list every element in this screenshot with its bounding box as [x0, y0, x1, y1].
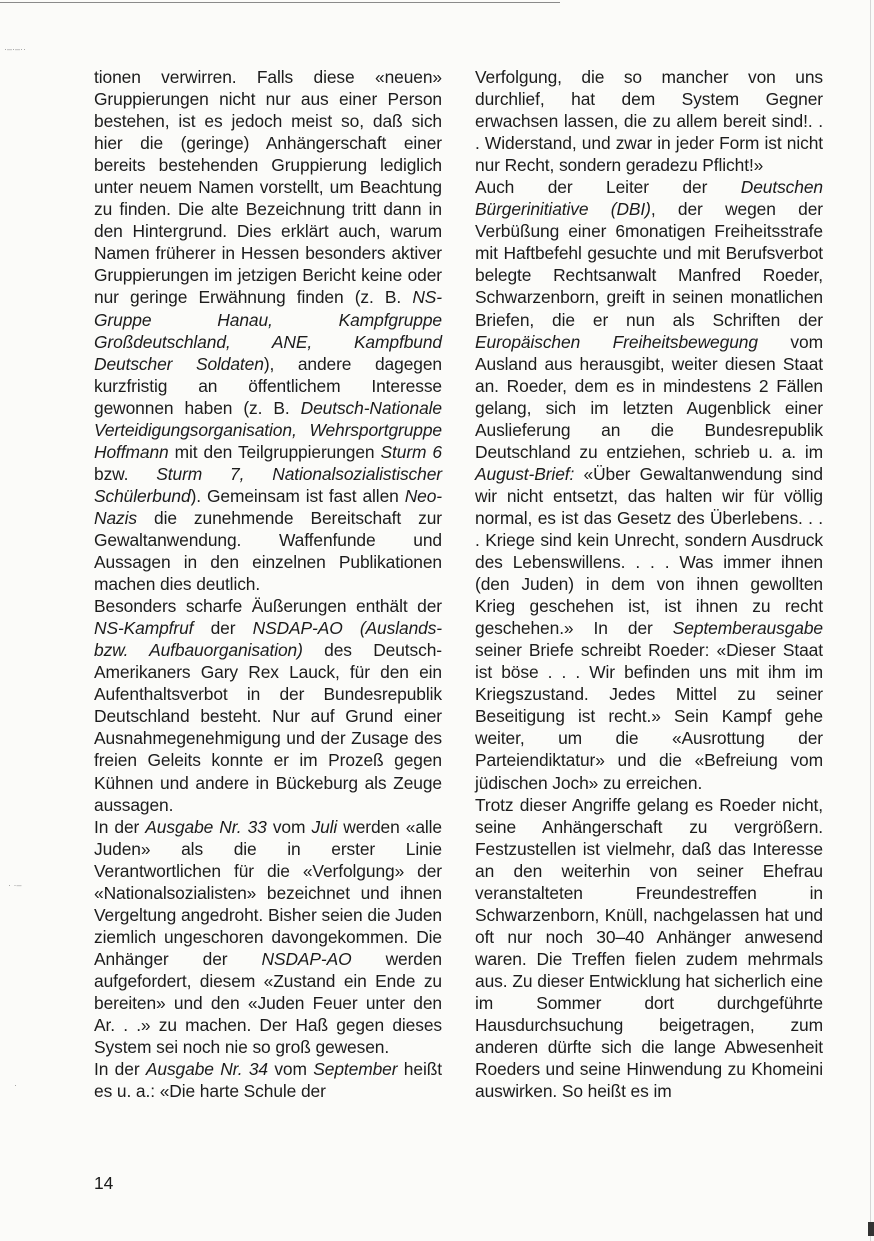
emphasis-text: September — [313, 1059, 398, 1080]
emphasis-text: Neo-Nazis — [94, 485, 442, 528]
emphasis-text: Juli — [311, 816, 338, 837]
body-text: vom Ausland aus herausgibt, weiter diesen Staat an. Roeder, dem es in mindestens 2 Fällen gelang, sich im letzten Augenblick einer Auslieferung an die Bundesrepublik Deutschland zu entziehen, schrieb u. a. im — [475, 331, 823, 462]
body-text: mit den Teilgruppierungen — [168, 441, 381, 462]
body-text: werden aufgefordert, diesem «Zustand ein Ende zu bereiten» und den «Juden Feuer unter den Ar. . .» zu machen. Der Haß gegen dieses System sei noch nie so groß gewesen. — [94, 948, 443, 1058]
paragraph — [475, 66, 823, 176]
body-text: «Über Gewaltanwendung sind wir nicht entsetzt, das halten wir für völlig normal, es ist das Gesetz des Überlebens. . . . Kriege sind kein Unrecht, sondern Ausdruck des Lebenswillens. . . . Was immer ihnen (den Juden) in dem von ihnen gewollten Krieg geschehen ist, ist ihnen zu recht geschehen.» In der — [475, 463, 823, 639]
emphasis-text: August-Brief: — [475, 463, 575, 484]
body-text: In der — [94, 1059, 146, 1080]
emphasis-text: Ausgabe Nr. 33 — [145, 816, 267, 837]
scan-speck: · — [14, 1080, 17, 1090]
right-column — [475, 66, 823, 1102]
emphasis-text: Europäischen Freiheitsbewegung — [475, 331, 758, 352]
body-text: ), andere dagegen kurzfristig an öffentlichem Interesse gewonnen haben (z. B. — [94, 353, 442, 418]
body-text: seiner Briefe schreibt Roeder: «Dieser Staat ist böse . . . Wir befinden uns mit ihm im Kriegszustand. Jedes Mittel zu seiner Beseitigung ist recht.» Sein Kampf gehe weiter, um die «Ausrottung der Parteiendiktatur» und die «Befreiung vom jüdischen Joch» zu erreichen. — [475, 640, 823, 793]
emphasis-text: Ausgabe Nr. 34 — [145, 1059, 268, 1080]
body-text: ). Gemeinsam ist fast allen — [190, 485, 405, 506]
scan-marker — [868, 1222, 874, 1236]
emphasis-text: NS-Gruppe Hanau, Kampfgruppe Großdeutschland, ANE, Kampfbund Deutscher Soldaten — [94, 287, 442, 374]
body-text: bzw. — [94, 463, 157, 484]
emphasis-text: Sturm 6 — [380, 441, 442, 462]
scan-speck: ·–·–·· — [4, 44, 26, 54]
emphasis-text: NSDAP-AO (Auslands- bzw. Aufbauorganisation) — [94, 618, 442, 661]
body-text: Auch der Leiter der — [475, 177, 741, 198]
paragraph — [94, 66, 442, 595]
body-text: Besonders scharfe Äußerungen enthält der — [94, 596, 442, 617]
body-text: der — [193, 618, 253, 639]
emphasis-text: Deutsch-Nationale Verteidigungsorganisation, Wehrsportgruppe Hoffmann — [94, 397, 442, 462]
body-text: In der — [94, 816, 146, 837]
emphasis-text: NSDAP-AO — [261, 948, 352, 969]
page-edge — [870, 0, 871, 1241]
body-text: werden «alle Juden» als die in erster Linie Verantwortlichen für die «Verfolgung» der «Nationalsozialisten» bezeichnet und ihnen Vergeltung angedroht. Bisher seien die Juden ziemlich ungeschoren davongekommen. Die Anhänger der — [94, 816, 442, 969]
emphasis-text: Sturm 7, Nationalsozialistischer Schülerbund — [94, 463, 442, 506]
body-text: heißt es u. a.: «Die harte Schule der — [94, 1059, 442, 1102]
body-text: Trotz dieser Angriffe gelang es Roeder nicht, seine Anhängerschaft zu vergrößern. Festzustellen ist vielmehr, daß das Interesse an den weiterhin von seiner Ehefrau veranstalteten Freundestreffen in Schwarzenborn, Knüll, nachgelassen hat und oft nur noch 30–40 Anhänger anwesend waren. Die Treffen fielen zudem mehrmals aus. Zu dieser Entwicklung hat sicherlich eine im Sommer dort durchgeführte Hausdurchsuchung beigetragen, zum anderen dürfte sich die lange Abwesenheit Roeders und seine Hinwendung zu Khomeini auswirken. So heißt es im — [475, 794, 823, 1102]
top-rule — [0, 2, 560, 3]
body-text: , der wegen der Verbüßung einer 6monatigen Freiheitsstrafe mit Haftbefehl gesuchte und mit Berufsverbot belegte Rechtsanwalt Manfred Roeder, Schwarzenborn, greift in seinen monatlichen Briefen, die er nun als Schriften der — [475, 199, 824, 330]
paragraph — [94, 595, 442, 815]
body-text: tionen verwirren. Falls diese «neuen» Gruppierungen nicht nur aus einer Person bestehen, ist es jedoch meist so, daß sich hier die (geringe) Anhängerschaft einer bereits bestehenden Gruppierung lediglich unter neuem Namen vorstellt, um Beachtung zu finden. Die alte Bezeichnung tritt dann in den Hintergrund. Dies erklärt auch, warum Namen früherer in Hessen besonders aktiver Gruppierungen im jetzigen Bericht keine oder nur geringe Erwähnung finden (z. B. — [94, 67, 442, 308]
page-number: 14 — [94, 1173, 114, 1193]
paragraph — [94, 816, 442, 1059]
scan-speck: · ·– — [8, 880, 22, 890]
paragraph — [475, 794, 823, 1103]
body-text: die zunehmende Bereitschaft zur Gewaltanwendung. Waffenfunde und Aussagen in den einzelnen Publikationen machen dies deutlich. — [94, 507, 442, 595]
body-text: Verfolgung, die so mancher von uns durchlief, hat dem System Gegner erwachsen lassen, die zu allem bereit sind!. . . Widerstand, und zwar in jeder Form ist nicht nur Recht, sondern geradezu Pflicht!» — [475, 67, 823, 176]
paragraph — [94, 1058, 442, 1102]
body-text: des Deutsch-Amerikaners Gary Rex Lauck, für den ein Aufenthaltsverbot in der Bundesrepublik Deutschland besteht. Nur auf Grund einer Ausnahmegenehmigung und der Zusage des freien Geleits konnte er im Prozeß gegen Kühnen und andere in Bückeburg als Zeuge aussagen. — [94, 640, 442, 815]
body-text: vom — [266, 816, 312, 837]
emphasis-text: NS-Kampfruf — [94, 618, 194, 639]
emphasis-text: Deutschen Bürgerinitiative (DBI) — [475, 177, 823, 220]
emphasis-text: Septemberausgabe — [672, 618, 823, 639]
left-column — [94, 66, 442, 1102]
body-text: vom — [267, 1059, 314, 1080]
paragraph — [475, 176, 823, 793]
